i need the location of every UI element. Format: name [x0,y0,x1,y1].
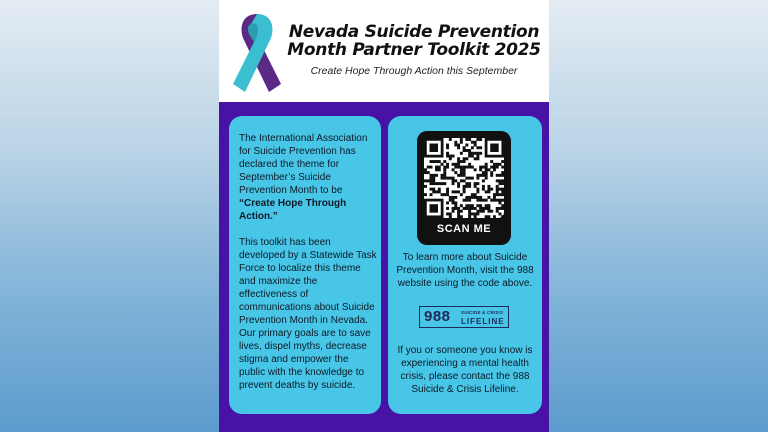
theme-quote: “Create Hope Through Action.” [239,198,347,222]
learn-more-text: To learn more about Suicide Prevention Month, visit the 988 website using the code above. [396,252,534,289]
awareness-ribbon-icon [227,8,285,96]
header [219,0,549,102]
intro-paragraph-1 [239,132,377,223]
intro-paragraph-2: This toolkit has been developed by a Statewide Task Force to localize this theme and maximize the effectiveness of communications about Suicide Prevention Month in Nevada. Our primary goals are to save lives, dispel myths, decrease stigma and empower the public with the knowledge to prevent deaths by suicide. [239,237,377,391]
page-title [283,23,545,59]
intro-text: The International Association for Suicide Prevention has declared the theme for September’s Suicide Prevention Month to be [239,133,368,196]
988-lifeline-logo [419,306,509,328]
logo-number: 988 [424,308,451,325]
qr-code[interactable] [417,131,511,245]
intro-card [229,116,381,414]
page-subtitle: Create Hope Through Action this September [310,65,518,77]
logo-large-text: LIFELINE [461,317,505,326]
title-line-2: Month Partner Toolkit 2025 [287,40,541,60]
title-line-1: Nevada Suicide Prevention [288,22,540,42]
qr-code-icon [424,138,504,218]
resources-card [388,116,542,414]
scan-me-label: SCAN ME [436,223,492,235]
logo-small-text: SUICIDE & CRISIS [461,310,504,315]
toolkit-page [219,0,549,432]
crisis-text: If you or someone you know is experiencing a mental health crisis, please contact the 988 Suicide & Crisis Lifeline. [397,345,533,395]
qr-pattern [424,138,504,218]
